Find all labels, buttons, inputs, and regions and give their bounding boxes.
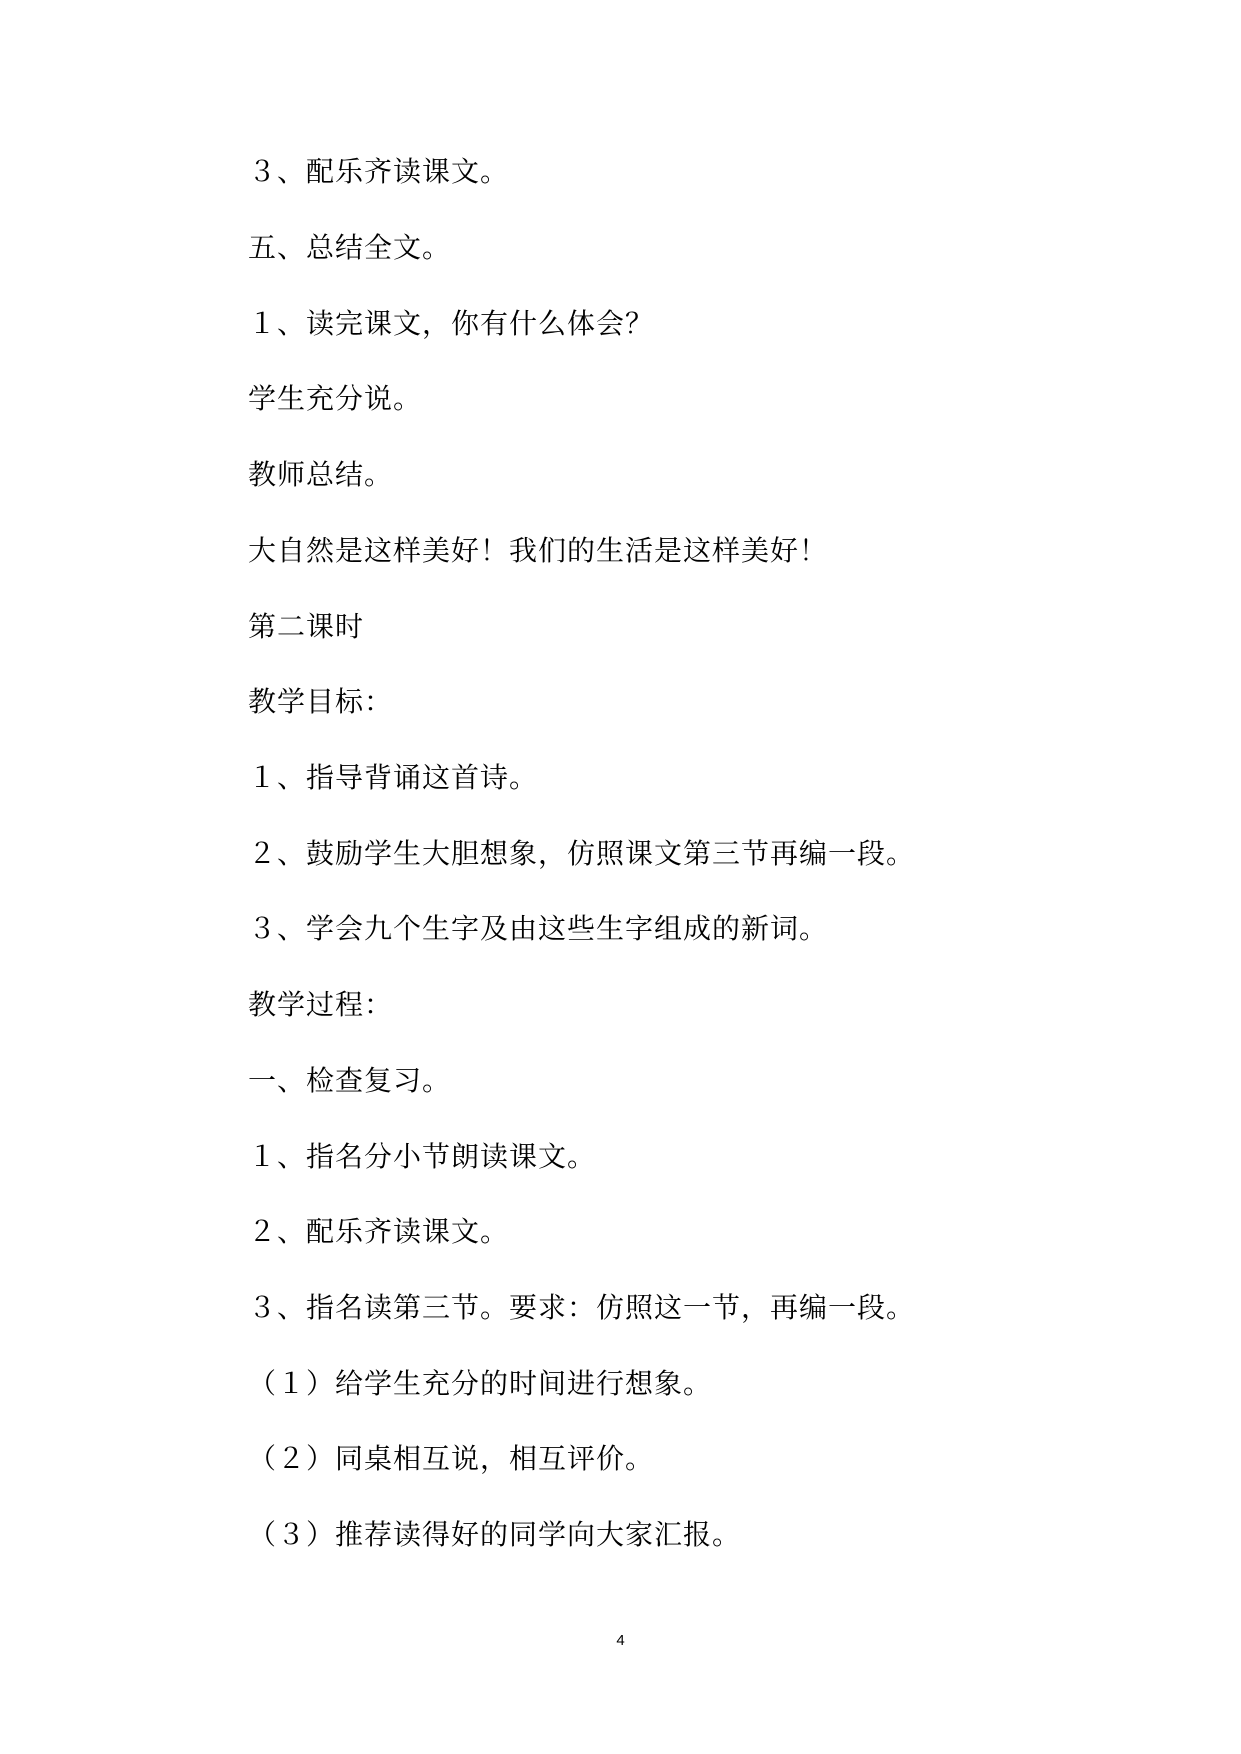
text-line: 教师总结。 (248, 458, 394, 491)
lesson-heading: 第二课时 (248, 610, 365, 643)
section-heading: 五、总结全文。 (248, 231, 452, 264)
text-line: 学生充分说。 (248, 382, 423, 415)
text-line: １、读完课文，你有什么体会？ (248, 307, 655, 340)
text-line: ３、配乐齐读课文。 (248, 155, 510, 188)
section-heading: 一、检查复习。 (248, 1064, 452, 1097)
text-line: （１）给学生充分的时间进行想象。 (248, 1367, 713, 1400)
section-heading: 教学目标： (248, 685, 394, 718)
text-line: （２）同桌相互说，相互评价。 (248, 1442, 655, 1475)
text-line: 大自然是这样美好！我们的生活是这样美好！ (248, 534, 829, 567)
section-heading: 教学过程： (248, 988, 394, 1021)
text-line: ３、学会九个生字及由这些生字组成的新词。 (248, 912, 829, 945)
text-line: １、指导背诵这首诗。 (248, 761, 539, 794)
text-line: （３）推荐读得好的同学向大家汇报。 (248, 1518, 742, 1551)
text-line: ２、配乐齐读课文。 (248, 1215, 510, 1248)
text-line: ３、指名读第三节。要求：仿照这一节，再编一段。 (248, 1291, 916, 1324)
text-line: １、指名分小节朗读课文。 (248, 1140, 597, 1173)
text-line: ２、鼓励学生大胆想象，仿照课文第三节再编一段。 (248, 837, 916, 870)
page-number: 4 (616, 1632, 625, 1649)
